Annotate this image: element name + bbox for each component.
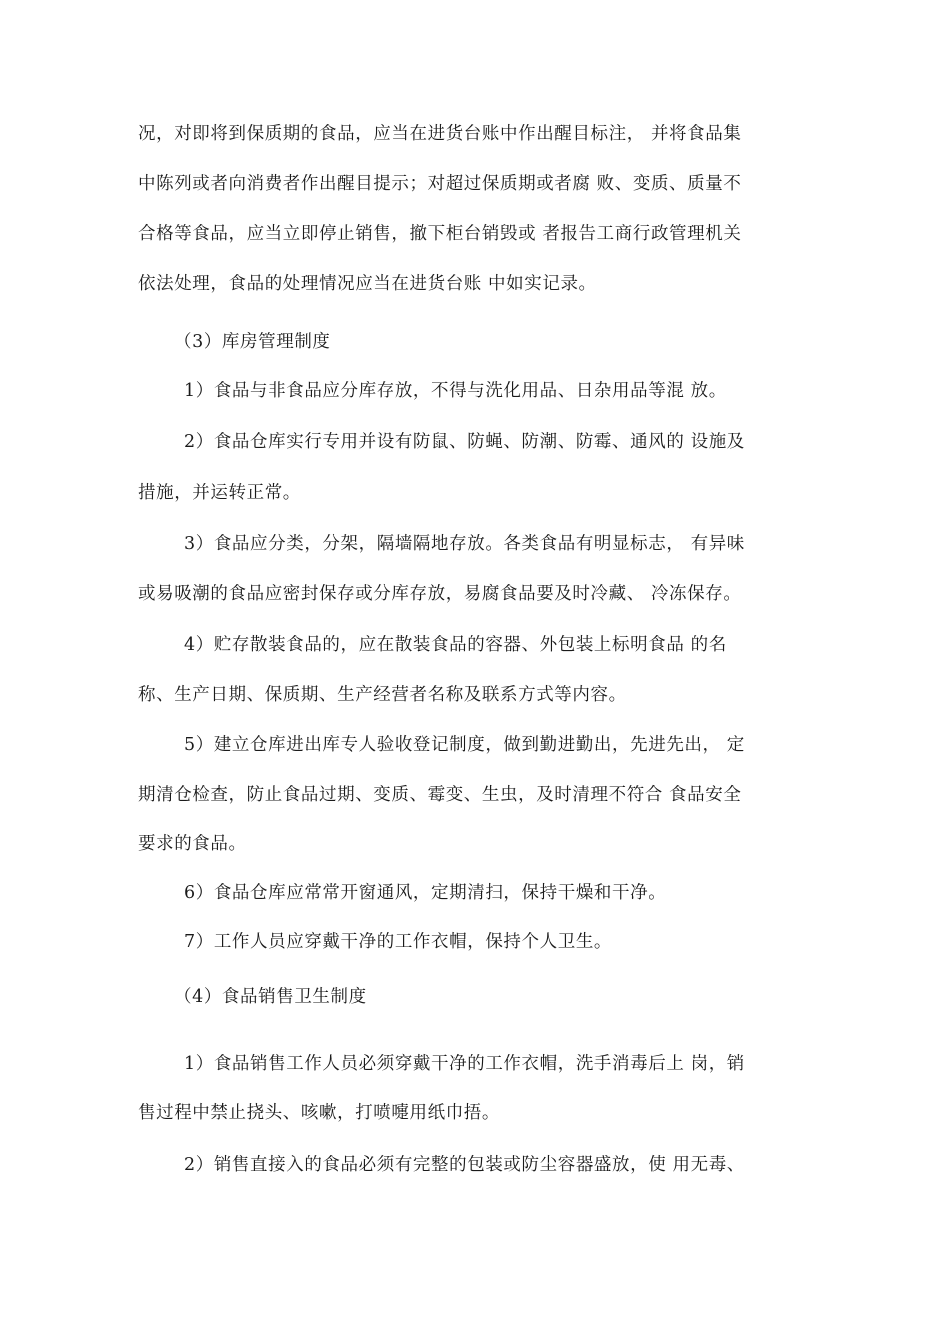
body-text-line: 措施，并运转正常。 [138, 483, 301, 503]
section-heading-warehouse: （3）库房管理制度 [174, 332, 331, 352]
body-text-line: 4）贮存散装食品的，应在散装食品的容器、外包装上标明食品 的名 [184, 635, 727, 655]
body-text-line: 况，对即将到保质期的食品，应当在进货台账中作出醒目标注， 并将食品集 [138, 124, 742, 144]
body-text-line: 3）食品应分类，分架，隔墙隔地存放。各类食品有明显标志， 有异味 [184, 534, 745, 554]
body-text-line: 7）工作人员应穿戴干净的工作衣帽，保持个人卫生。 [184, 932, 613, 952]
body-text-line: 期清仓检查，防止食品过期、变质、霉变、生虫，及时清理不符合 食品安全 [138, 785, 742, 805]
body-text-line: 5）建立仓库进出库专人验收登记制度，做到勤进勤出，先进先出， 定 [184, 735, 745, 755]
body-text-line: 2）销售直接入的食品必须有完整的包装或防尘容器盛放，使 用无毒、 [184, 1155, 745, 1175]
body-text-line: 或易吸潮的食品应密封保存或分库存放，易腐食品要及时冷藏、 冷冻保存。 [138, 584, 742, 604]
body-text-line: 称、生产日期、保质期、生产经营者名称及联系方式等内容。 [138, 685, 627, 705]
body-text-line: 1）食品与非食品应分库存放，不得与洗化用品、日杂用品等混 放。 [184, 381, 727, 401]
body-text-line: 1）食品销售工作人员必须穿戴干净的工作衣帽，洗手消毒后上 岗，销 [184, 1054, 745, 1074]
body-text-line: 售过程中禁止挠头、咳嗽，打喷嚏用纸巾捂。 [138, 1103, 500, 1123]
body-text-line: 合格等食品，应当立即停止销售，撤下柜台销毁或 者报告工商行政管理机关 [138, 224, 742, 244]
body-text-line: 2）食品仓库实行专用并设有防鼠、防蝇、防潮、防霉、通风的 设施及 [184, 432, 745, 452]
section-heading-sales-hygiene: （4）食品销售卫生制度 [174, 987, 367, 1007]
body-text-line: 依法处理，食品的处理情况应当在进货台账 中如实记录。 [138, 274, 597, 294]
body-text-line: 要求的食品。 [138, 834, 247, 854]
body-text-line: 6）食品仓库应常常开窗通风，定期清扫，保持干燥和干净。 [184, 883, 667, 903]
body-text-line: 中陈列或者向消费者作出醒目提示；对超过保质期或者腐 败、变质、质量不 [138, 174, 742, 194]
